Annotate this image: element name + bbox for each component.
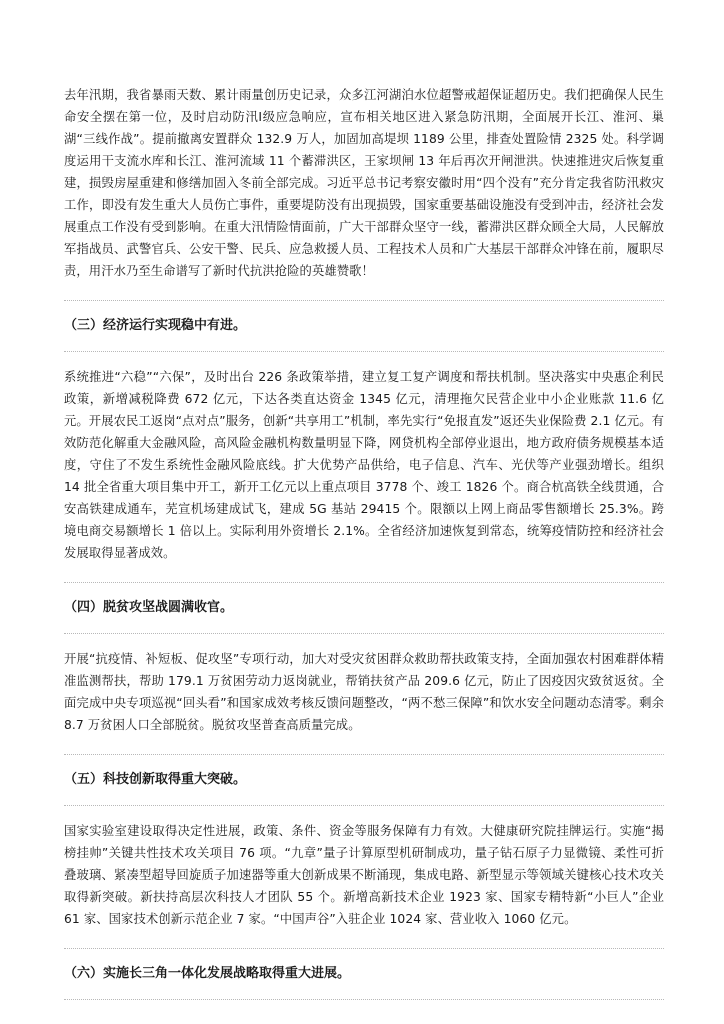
section-divider <box>64 999 664 1000</box>
section-heading-3: （三）经济运行实现稳中有进。 <box>64 318 247 333</box>
section-body-4: 开展“抗疫情、补短板、促攻坚”专项行动，加大对受灾贫困群众救助帮扶政策支持，全面加强农村困难群体精准监测帮扶，帮助 179.1 万贫困劳动力返岗就业，帮销扶贫产品 209.6 亿元，防止了因疫因灾致贫返贫。全面完成中央专项巡视“回头看”和国家成效考核反馈问题整改，“两不愁三保障”和饮水安全问题动态清零。剩余 8.7 万贫困人口全部脱贫。脱贫攻坚普查高质量完成。 <box>64 652 664 732</box>
section-body-5: 国家实验室建设取得决定性进展，政策、条件、资金等服务保障有力有效。大健康研究院挂牌运行。实施“揭榜挂帅”关键共性技术攻关项目 76 项。“九章”量子计算原型机研制成功，量子钻石原子力显微镜、柔性可折叠玻璃、紧凑型超导回旋质子加速器等重大创新成果不断涌现，集成电路、新型显示等领域关键核心技术攻关取得新突破。新扶持高层次科技人才团队 55 个。新增高新技术企业 1923 家、国家专精特新“小巨人”企业 61 家、国家技术创新示范企业 7 家。“中国声谷”入驻企业 1024 家、营业收入 1060 亿元。 <box>64 824 664 926</box>
intro-paragraph: 去年汛期，我省暴雨天数、累计雨量创历史记录，众多江河湖泊水位超警戒超保证超历史。我们把确保人民生命安全摆在第一位，及时启动防汛Ⅰ级应急响应，宣布相关地区进入紧急防汛期，全面展开长江、淮河、巢湖“三线作战”。提前撤离安置群众 132.9 万人，加固加高堤坝 1189 公里，排查处置险情 2325 处。科学调度运用干支流水库和长江、淮河流域 11 个蓄滞洪区，王家坝闸 13 年后再次开闸泄洪。快速推进灾后恢复重建，损毁房屋重建和修缮加固入冬前全部完成。习近平总书记考察安徽时用“四个没有”充分肯定我省防汛救灾工作，即没有发生重大人员伤亡事件，重要堤防没有出现损毁，国家重要基础设施没有受到冲击，经济社会发展重点工作没有受到影响。在重大汛情险情面前，广大干部群众坚守一线，蓄滞洪区群众顾全大局，人民解放军指战员、武警官兵、公安干警、民兵、应急救援人员、工程技术人员和广大基层干部群众冲锋在前，履职尽责，用汗水乃至生命谱写了新时代抗洪抢险的英雄赞歌！ <box>64 88 664 278</box>
section-heading-6: （六）实施长三角一体化发展战略取得重大进展。 <box>64 966 351 981</box>
section-body-3: 系统推进“六稳”“六保”，及时出台 226 条政策举措，建立复工复产调度和帮扶机制。坚决落实中央惠企利民政策，新增减税降费 672 亿元，下达各类直达资金 1345 亿元，清理拖欠民营企业中小企业账款 11.6 亿元。开展农民工返岗“点对点”服务，创新“共享用工”机制，率先实行“免报直发”返还失业保险费 2.1 亿元。有效防范化解重大金融风险，高风险金融机构数量明显下降，网贷机构全部停业退出，地方政府债务规模基本适度，守住了不发生系统性金融风险底线。扩大优势产品供给，电子信息、汽车、光伏等产业强劲增长。组织 14 批全省重大项目集中开工，新开工亿元以上重点项目 3778 个、竣工 1826 个。商合杭高铁全线贯通，合安高铁建成通车，芜宣机场建成试飞，建成 5G 基站 29415 个。限额以上网上商品零售额增长 25.3%。跨境电商交易额增长 1 倍以上。实际利用外资增长 2.1%。全省经济加速恢复到常态，统筹疫情防控和经济社会发展取得显著成效。 <box>64 370 664 560</box>
section-heading-4: （四）脱贫攻坚战圆满收官。 <box>64 600 234 615</box>
section-heading-5: （五）科技创新取得重大突破。 <box>64 772 247 787</box>
document-page <box>64 84 664 1000</box>
